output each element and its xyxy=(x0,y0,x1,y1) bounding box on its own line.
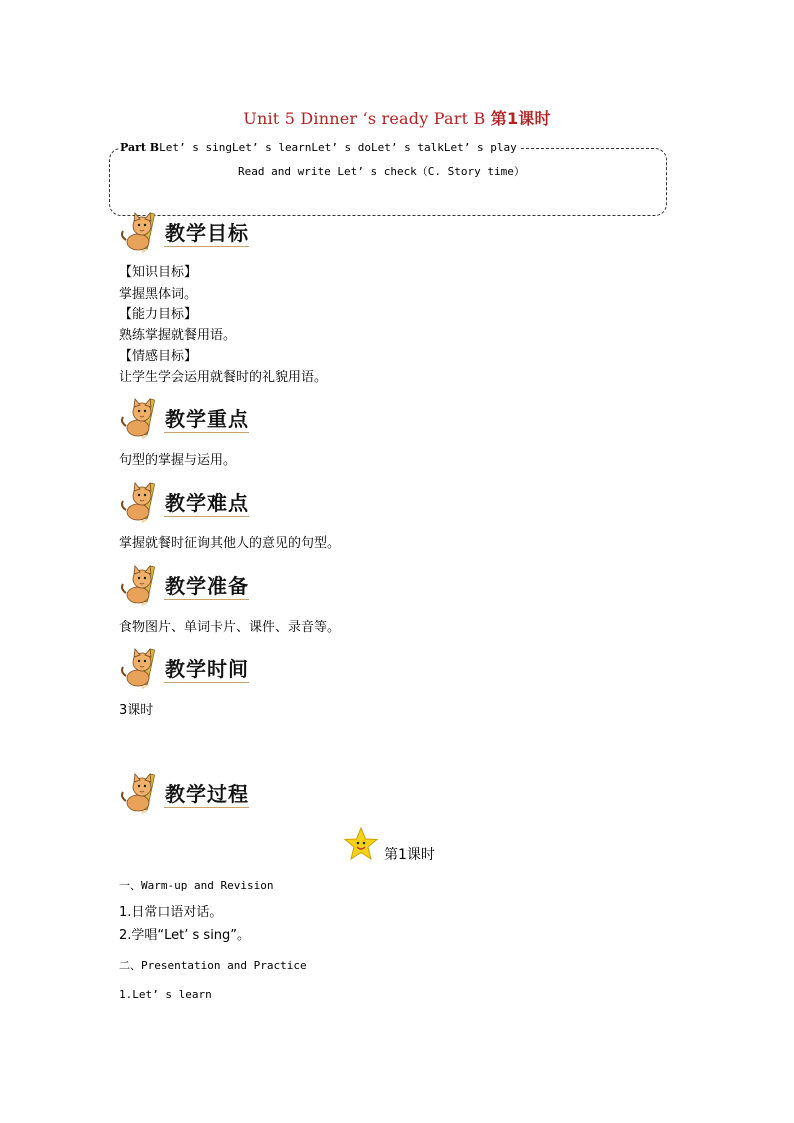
cat-with-pencil-icon xyxy=(120,771,164,815)
heading-process-text: 教学过程 xyxy=(165,782,249,806)
knowledge-goal-label: 【知识目标】 xyxy=(119,265,198,280)
heading-difficulties-text: 教学难点 xyxy=(165,491,249,515)
process-item-3: 1.Let’ s learn xyxy=(119,988,212,1001)
knowledge-goal-text: 掌握黑体词。 xyxy=(119,287,198,302)
title-english: Unit 5 Dinner ‘s ready Part B xyxy=(243,109,486,128)
cat-with-pencil-icon xyxy=(120,210,164,254)
difficulties-text: 掌握就餐时征询其他人的意见的句型。 xyxy=(119,536,341,551)
smiling-star-icon xyxy=(343,826,379,862)
heading-preparation xyxy=(120,563,380,607)
heading-key-points-text: 教学重点 xyxy=(165,407,249,431)
ability-goal-text: 熟练掌握就餐用语。 xyxy=(119,328,237,343)
heading-preparation-text: 教学准备 xyxy=(165,574,249,598)
part-activities: Let’ s singLet’ s learnLet’ s doLet’ s talkLet’ s play xyxy=(159,141,517,154)
ability-goal-label: 【能力目标】 xyxy=(119,307,198,322)
lesson-scope-line-1 xyxy=(120,141,519,154)
page-title xyxy=(0,106,794,129)
process-item-2: 2.学唱“Let’ s sing”。 xyxy=(119,928,251,943)
process-part-2: 二、Presentation and Practice xyxy=(119,959,307,972)
lesson-scope-line-2: Read and write Let’ s check（C. Story time） xyxy=(238,165,525,178)
title-chinese: 第1课时 xyxy=(490,109,551,128)
key-points-text: 句型的掌握与运用。 xyxy=(119,453,237,468)
cat-with-pencil-icon xyxy=(120,646,164,690)
preparation-text: 食物图片、单词卡片、课件、录音等。 xyxy=(119,620,341,635)
time-text: 3课时 xyxy=(119,703,154,718)
heading-time xyxy=(120,646,380,690)
cat-with-pencil-icon xyxy=(120,396,164,440)
emotion-goal-text: 让学生学会运用就餐时的礼貌用语。 xyxy=(119,370,328,385)
process-item-1: 1.日常口语对话。 xyxy=(119,905,223,920)
heading-goals-text: 教学目标 xyxy=(165,221,249,245)
cat-with-pencil-icon xyxy=(120,563,164,607)
heading-goals xyxy=(120,210,380,254)
cat-with-pencil-icon xyxy=(120,480,164,524)
heading-time-text: 教学时间 xyxy=(165,657,249,681)
lesson-title: 第1课时 xyxy=(384,847,435,863)
process-part-1: 一、Warm-up and Revision xyxy=(119,879,274,892)
emotion-goal-label: 【情感目标】 xyxy=(119,349,198,364)
part-label: Part B xyxy=(120,141,160,154)
lesson-scope-box xyxy=(109,148,667,216)
heading-difficulties xyxy=(120,480,380,524)
heading-key-points xyxy=(120,396,380,440)
heading-process xyxy=(120,771,380,815)
